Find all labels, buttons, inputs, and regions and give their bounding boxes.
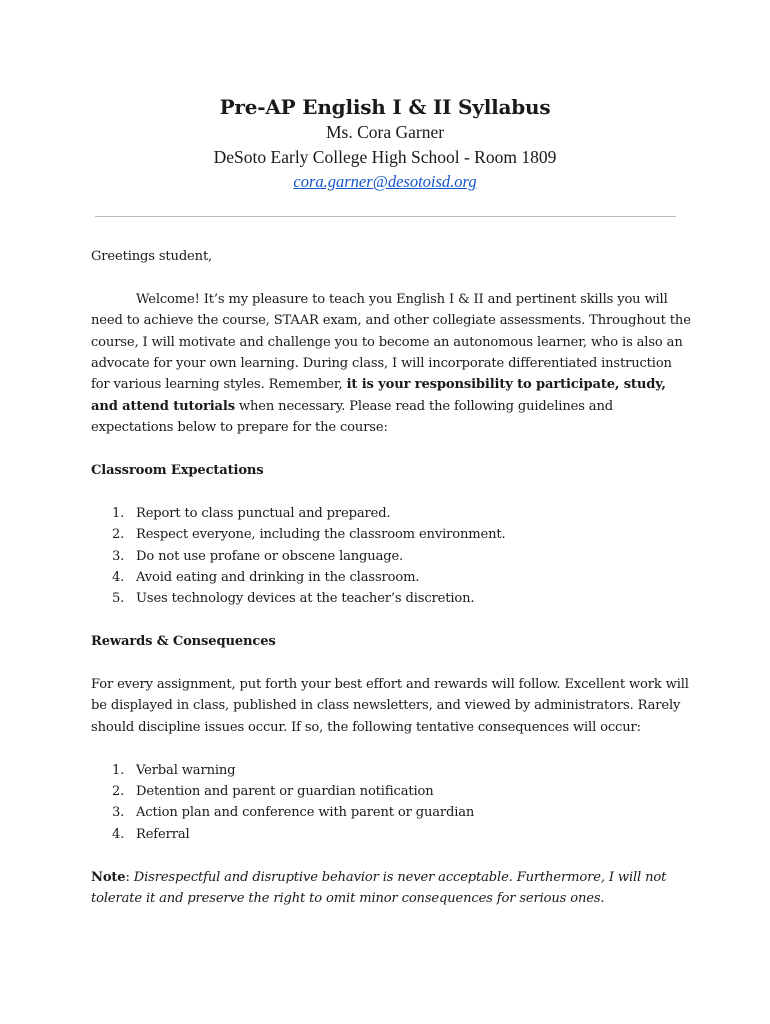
list-item — [91, 503, 691, 524]
list-item-text: Referral — [136, 826, 190, 842]
expectations-heading: Classroom Expectations — [91, 463, 264, 479]
list-item — [91, 802, 691, 823]
list-item — [91, 546, 691, 567]
list-item-text: Do not use profane or obscene language. — [136, 548, 404, 564]
list-item-text: Respect everyone, including the classroom environment. — [136, 527, 506, 543]
list-number: 5. — [112, 591, 125, 607]
list-number: 2. — [112, 784, 125, 800]
note-colon: : — [125, 869, 134, 885]
intro-text-1: Welcome! It’s my pleasure to teach you English I & II and pertinent skills you will need to achieve the course, STAAR exam, and other collegiate assessments. Throughout the course, I will motivate and challenge you to become an autonomous learner, who is also an advocate for your own learning. During class, I will incorporate differentiated instruction for various learning styles. Remember, — [91, 291, 691, 393]
consequences-list — [91, 760, 691, 846]
note-text: Disrespectful and disruptive behavior is never acceptable. Furthermore, I will not tolerate it and preserve the right to omit minor consequences for serious ones. — [91, 869, 667, 907]
intro-paragraph — [91, 289, 691, 439]
list-number: 3. — [112, 805, 125, 821]
rewards-heading: Rewards & Consequences — [91, 634, 276, 650]
teacher-name: Ms. Cora Garner — [325, 122, 445, 142]
intro-text-2: when necessary. Please read the following guidelines and expectations below to prepare for the course: — [91, 398, 613, 436]
expectations-list — [91, 503, 691, 610]
page-title: Pre-AP English I & II Syllabus — [219, 95, 551, 119]
greeting: Greetings student, — [91, 249, 213, 264]
list-item — [91, 567, 691, 588]
note-label: Note — [91, 869, 126, 885]
list-item — [91, 760, 691, 781]
list-number: 4. — [112, 570, 125, 586]
list-item — [91, 588, 691, 609]
list-item-text: Avoid eating and drinking in the classroom. — [136, 570, 420, 586]
rewards-paragraph: For every assignment, put forth your best effort and rewards will follow. Excellent work will be displayed in class, published in class newsletters, and viewed by administrators. Rarely should discipline issues occur. If so, the following tentative consequences will occur: — [91, 677, 689, 735]
syllabus-body — [91, 246, 691, 909]
list-item-text: Uses technology devices at the teacher’s discretion. — [136, 591, 475, 607]
intro-bold-text: it is your responsibility to participate, study, and attend tutorials — [91, 377, 666, 414]
list-number: 3. — [112, 548, 125, 564]
note-paragraph — [91, 867, 691, 910]
list-number: 4. — [112, 826, 125, 842]
list-item-text: Verbal warning — [136, 762, 236, 778]
list-number: 2. — [112, 527, 125, 543]
list-item — [91, 781, 691, 802]
list-item — [91, 824, 691, 845]
list-item — [91, 524, 691, 545]
list-item-text: Report to class punctual and prepared. — [136, 505, 391, 521]
list-item-text: Detention and parent or guardian notification — [136, 784, 434, 800]
syllabus-header — [0, 94, 770, 194]
list-number: 1. — [112, 505, 125, 521]
list-number: 1. — [112, 762, 125, 778]
school-room: DeSoto Early College High School - Room 1809 — [213, 147, 557, 167]
header-divider — [95, 216, 676, 217]
list-item-text: Action plan and conference with parent or guardian — [136, 805, 475, 821]
email-link[interactable]: cora.garner@desotoisd.org — [293, 172, 477, 191]
